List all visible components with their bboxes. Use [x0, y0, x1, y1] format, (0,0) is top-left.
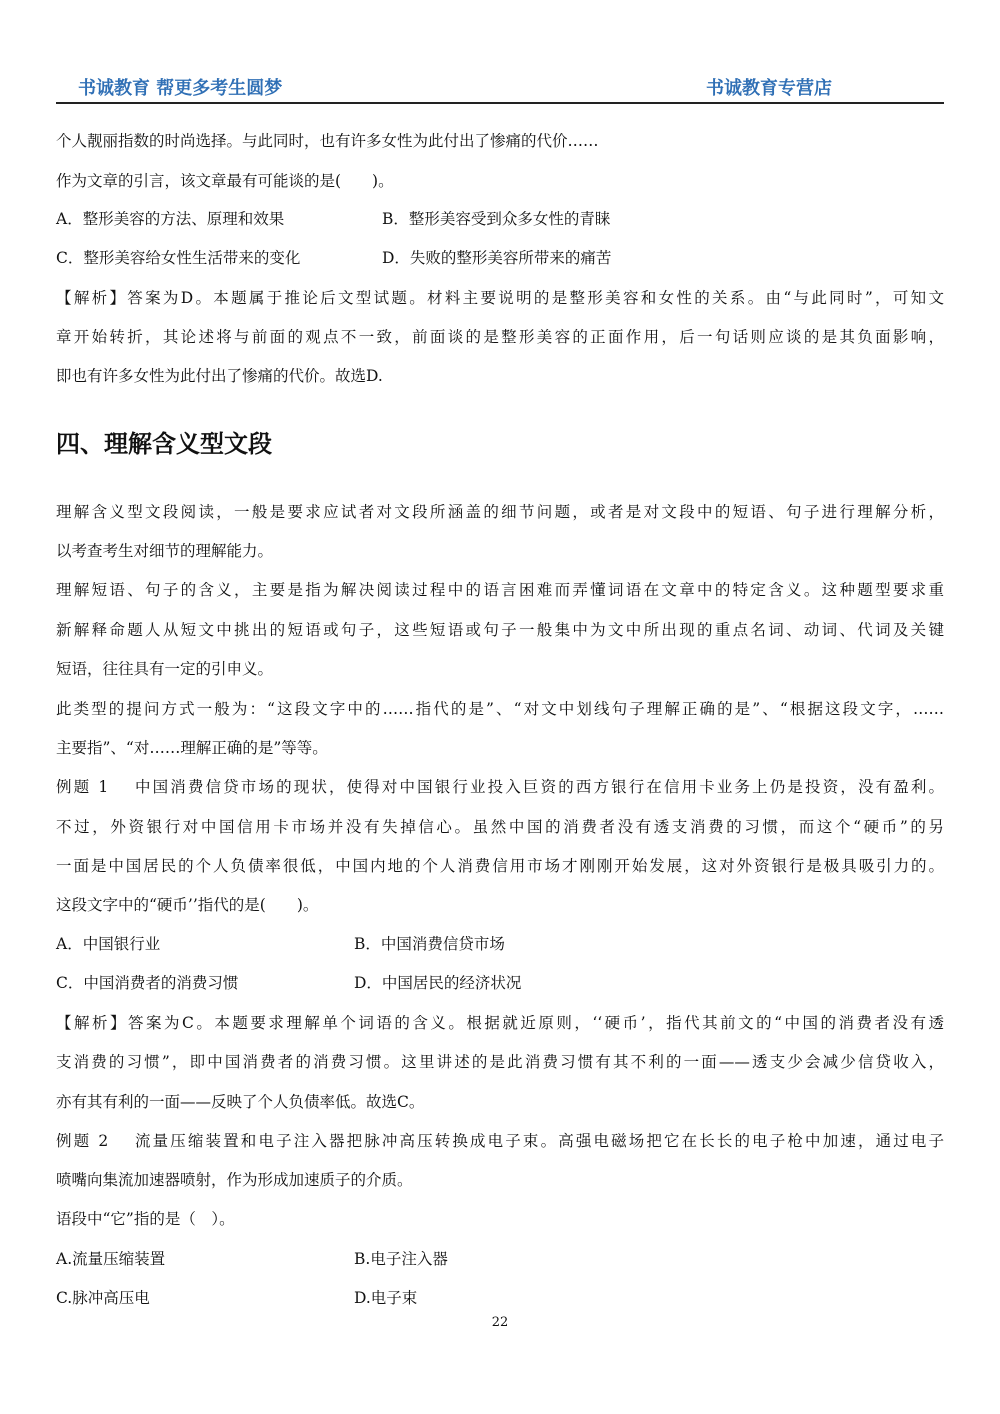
analysis-line: 章开始转折，其论述将与前面的观点不一致，前面谈的是整形美容的正面作用，后一句话则应谈的是其负面影响， — [56, 328, 944, 346]
header-store-name: 书诚教育专营店 — [706, 78, 832, 99]
question-line: 这段文字中的“硬币’’指代的是( )。 — [56, 896, 319, 914]
option-d: D．失败的整形美容所带来的痛苦 — [382, 249, 612, 267]
paragraph-line: 主要指”、“对……理解正确的是”等等。 — [56, 739, 328, 757]
option-c: C.脉冲高压电 — [56, 1289, 150, 1307]
example-line: 例题 1 中国消费信贷市场的现状，使得对中国银行业投入巨资的西方银行在信用卡业务上仍是投资，没有盈利。 — [56, 778, 944, 796]
question-line: 语段中“它”指的是（ ）。 — [56, 1210, 235, 1228]
analysis-line: 支消费的习惯”，即中国消费者的消费习惯。这里讲述的是此消费习惯有其不利的一面——透支少会减少信贷收入， — [56, 1053, 944, 1071]
example-line: 不过，外资银行对中国信用卡市场并没有失掉信心。虽然中国的消费者没有透支消费的习惯，而这个“硬币”的另 — [56, 818, 944, 836]
paragraph-line: 新解释命题人从短文中挑出的短语或句子，这些短语或句子一般集中为文中所出现的重点名词、动词、代词及关键 — [56, 621, 944, 639]
analysis-line: 【解析】答案为C。本题要求理解单个词语的含义。根据就近原则，‘‘硬币’，指代其前文的“中国的消费者没有透 — [56, 1014, 944, 1032]
paragraph-line: 理解短语、句子的含义，主要是指为解决阅读过程中的语言困难而弄懂词语在文章中的特定含义。这种题型要求重 — [56, 581, 944, 599]
page-header — [56, 72, 944, 104]
option-b: B．整形美容受到众多女性的青睐 — [382, 210, 611, 228]
option-a: A．中国银行业 — [56, 935, 161, 953]
analysis-line: 亦有其有利的一面——反映了个人负债率低。故选C。 — [56, 1093, 425, 1111]
option-b: B.电子注入器 — [354, 1250, 448, 1268]
option-c: C．中国消费者的消费习惯 — [56, 974, 239, 992]
text-line: 个人靓丽指数的时尚选择。与此同时，也有许多女性为此付出了惨痛的代价…… — [56, 132, 599, 150]
analysis-line: 即也有许多女性为此付出了惨痛的代价。故选D. — [56, 367, 383, 385]
example-line: 一面是中国居民的个人负债率很低，中国内地的个人消费信用市场才刚刚开始发展，这对外资银行是极具吸引力的。 — [56, 857, 944, 875]
option-d: D.电子束 — [354, 1289, 418, 1307]
example-line: 喷嘴向集流加速器喷射，作为形成加速质子的介质。 — [56, 1171, 413, 1189]
paragraph-line: 以考查考生对细节的理解能力。 — [56, 542, 274, 560]
option-a: A.流量压缩装置 — [56, 1250, 166, 1268]
section-heading: 四、理解含义型文段 — [56, 430, 272, 458]
question-line: 作为文章的引言，该文章最有可能谈的是( )。 — [56, 172, 394, 190]
paragraph-line: 短语，往往具有一定的引申义。 — [56, 660, 274, 678]
option-c: C．整形美容给女性生活带来的变化 — [56, 249, 301, 267]
analysis-line: 【解析】答案为D。本题属于推论后文型试题。材料主要说明的是整形美容和女性的关系。由“与此同时”，可知文 — [56, 289, 944, 307]
option-a: A．整形美容的方法、原理和效果 — [56, 210, 285, 228]
page-number: 22 — [491, 1315, 509, 1330]
paragraph-line: 理解含义型文段阅读，一般是要求应试者对文段所涵盖的细节问题，或者是对文段中的短语、句子进行理解分析， — [56, 503, 944, 521]
paragraph-line: 此类型的提问方式一般为：“这段文字中的……指代的是”、“对文中划线句子理解正确的是”、“根据这段文字，…… — [56, 700, 944, 718]
option-b: B．中国消费信贷市场 — [354, 935, 505, 953]
example-line: 例题 2 流量压缩装置和电子注入器把脉冲高压转换成电子束。高强电磁场把它在长长的电子枪中加速，通过电子 — [56, 1132, 944, 1150]
header-brand-slogan: 书诚教育 帮更多考生圆梦 — [78, 78, 283, 99]
option-d: D．中国居民的经济状况 — [354, 974, 522, 992]
